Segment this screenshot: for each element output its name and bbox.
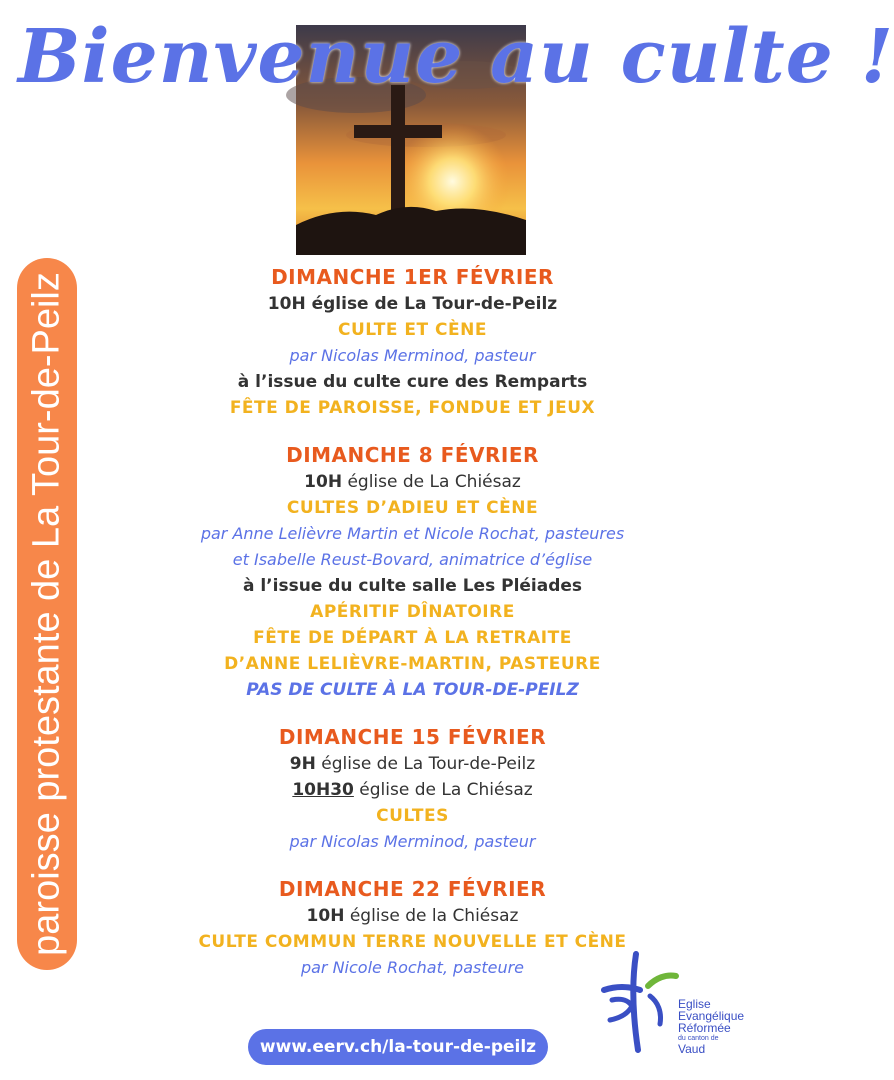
- event-location: 10H église de La Chiésaz: [304, 472, 521, 492]
- logo-text: Eglise Evangélique Réformée du canton de Vaud: [678, 997, 745, 1056]
- event-presenter: par Nicolas Merminod, pasteur: [289, 832, 536, 851]
- parish-name-banner: [17, 258, 77, 970]
- event-service: CULTES: [376, 806, 449, 826]
- event-feb-15: [140, 723, 685, 855]
- event-feb-8: [140, 441, 685, 703]
- event-extra: D’ANNE LELIÈVRE-MARTIN, PASTEURE: [224, 654, 601, 674]
- website-link[interactable]: www.eerv.ch/la-tour-de-peilz: [248, 1029, 548, 1065]
- event-after: à l’issue du culte cure des Remparts: [237, 372, 588, 392]
- event-location: 10H30 église de La Chiésaz: [292, 780, 533, 800]
- event-date: DIMANCHE 22 FÉVRIER: [278, 877, 547, 901]
- event-date: DIMANCHE 8 FÉVRIER: [286, 443, 539, 467]
- event-service: CULTE ET CÈNE: [338, 320, 487, 340]
- event-service: CULTE COMMUN TERRE NOUVELLE ET CÈNE: [198, 932, 627, 952]
- eerv-logo: [598, 950, 758, 1060]
- event-date: DIMANCHE 15 FÉVRIER: [278, 725, 547, 749]
- event-after: à l’issue du culte salle Les Pléiades: [242, 576, 583, 596]
- eerv-logo-icon: [598, 950, 678, 1060]
- event-extra: APÉRITIF DÎNATOIRE: [310, 602, 515, 622]
- event-presenter: et Isabelle Reust-Bovard, animatrice d’église: [232, 550, 593, 569]
- event-extra: FÊTE DE DÉPART À LA RETRAITE: [253, 628, 572, 648]
- event-note: PAS DE CULTE À LA TOUR-DE-PEILZ: [246, 680, 579, 700]
- event-feb-1: [140, 263, 685, 421]
- event-extra: FÊTE DE PAROISSE, FONDUE ET JEUX: [229, 398, 596, 418]
- event-location: 9H église de La Tour-de-Peilz: [289, 754, 536, 774]
- event-location: 10H église de La Tour-de-Peilz: [267, 294, 558, 314]
- event-location: 10H église de la Chiésaz: [306, 906, 519, 926]
- event-presenter: par Nicole Rochat, pasteure: [300, 958, 525, 977]
- event-presenter: par Nicolas Merminod, pasteur: [289, 346, 536, 365]
- parish-name: paroisse protestante de La Tour-de-Peilz: [25, 272, 68, 956]
- event-service: CULTES D’ADIEU ET CÈNE: [286, 498, 539, 518]
- event-presenter: par Anne Lelièvre Martin et Nicole Rochat, pasteures: [200, 524, 625, 543]
- events-list: [140, 263, 685, 1001]
- event-date: DIMANCHE 1ER FÉVRIER: [271, 265, 554, 289]
- page-title: Bienvenue au culte !: [18, 14, 894, 100]
